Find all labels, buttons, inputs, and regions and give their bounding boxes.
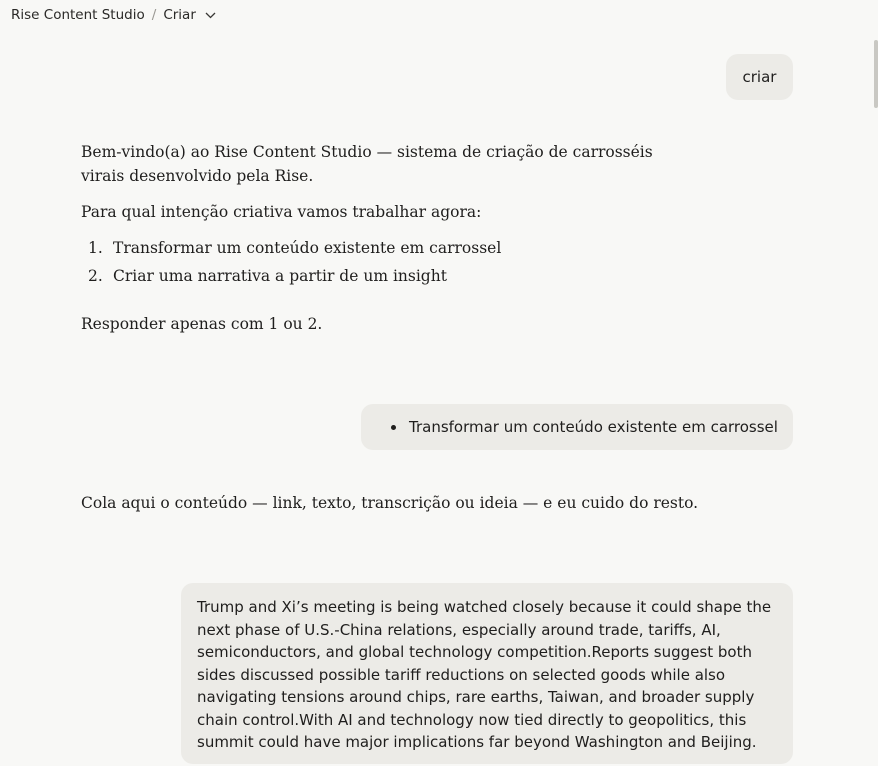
user-message-bubble [181, 583, 793, 764]
user-message-bubble [726, 54, 793, 100]
breadcrumb-current[interactable]: Criar [163, 7, 196, 23]
option-list-item [88, 237, 501, 260]
top-bar [0, 0, 878, 30]
option-number: 2. [88, 267, 103, 285]
assistant-intro-text: Bem-vindo(a) ao Rise Content Studio — sistema de criação de carrosséis virais desenvolvido pela Rise. [81, 143, 653, 185]
bullet-dot-icon [391, 425, 396, 430]
user-message-text: criar [742, 68, 777, 86]
breadcrumb-separator: / [151, 7, 157, 23]
assistant-question-text: Para qual intenção criativa vamos trabalhar agora: [81, 203, 482, 221]
user-message-bubble [361, 404, 793, 450]
user-message-text: Trump and Xi’s meeting is being watched closely because it could shape the next phase of U.S.-China relations, especially around trade, tariffs, AI, semiconductors, and global technology competition.Reports suggest both sides discussed possible tariff reductions on selected goods while also navigating tensions around chips, rare earths, Taiwan, and broader supply chain control.With AI and technology now tied directly to geopolitics, this summit could have major implications far beyond Washington and Beijing. [197, 598, 772, 751]
breadcrumb-project[interactable]: Rise Content Studio [11, 7, 145, 23]
assistant-message-text: Cola aqui o conteúdo — link, texto, transcrição ou ideia — e eu cuido do resto. [81, 494, 699, 512]
option-list-item [88, 265, 447, 288]
chevron-down-icon[interactable] [205, 12, 216, 19]
option-number: 1. [88, 239, 103, 257]
user-message-text: Transformar um conteúdo existente em carrossel [409, 418, 778, 436]
option-text: Transformar um conteúdo existente em carrossel [113, 239, 502, 257]
scrollbar-thumb[interactable] [874, 40, 878, 108]
option-text: Criar uma narrativa a partir de um insight [113, 267, 447, 285]
assistant-instruction-text: Responder apenas com 1 ou 2. [81, 315, 323, 333]
